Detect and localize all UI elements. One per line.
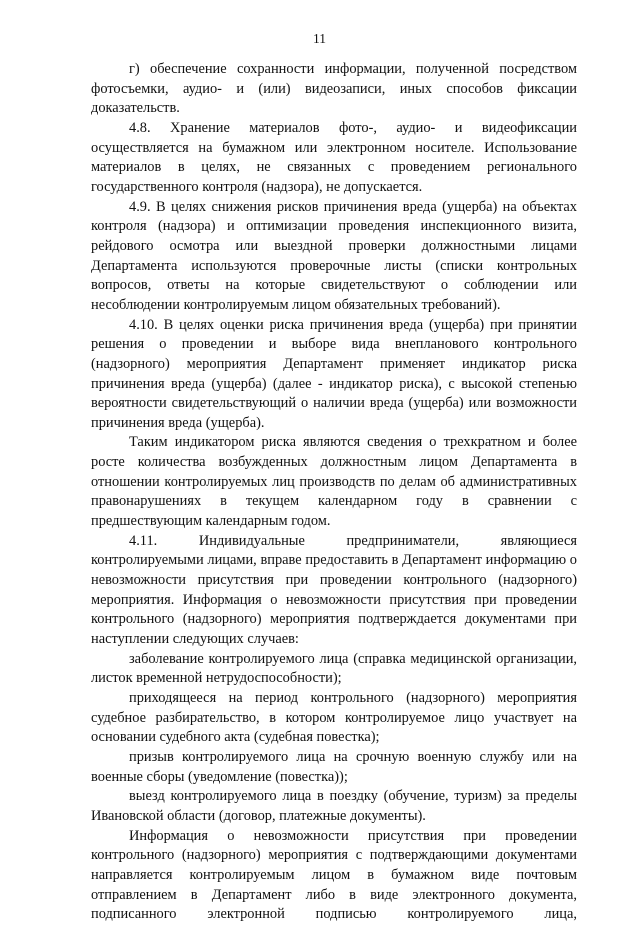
page-number: 11 [313, 31, 326, 46]
paragraph-4-8: 4.8. Хранение материалов фото-, аудио- и видеофиксации осуществляется на бумажном или электронном носителе. Использование материалов в целях, не связанных с проведением регионального государственного контроля (надзора), не допускается. [91, 119, 577, 195]
paragraph-g: г) обеспечение сохранности информации, полученной посредством фотосъемки, аудио- и (или) видеозаписи, иных способов фиксации доказательств. [91, 61, 577, 117]
case-court: приходящееся на период контрольного (надзорного) мероприятия судебное разбирательство, в котором контролируемое лицо участвует на основании судебного акта (судебная повестка); [91, 690, 577, 746]
paragraph-submission: Информация о невозможности присутствия при проведении контрольного (надзорного) мероприятия с подтверждающими документами направляется контролируемым лицом в бумажном виде почтовым отправлением в Департамент либо в виде электронного документа, подписанного электронной подписью контролируемого лица, [91, 827, 577, 923]
case-military: призыв контролируемого лица на срочную военную службу или на военные сборы (уведомление (повестка)); [91, 748, 577, 785]
case-travel: выезд контролируемого лица в поездку (обучение, туризм) за пределы Ивановской области (договор, платежные документы). [91, 788, 577, 824]
paragraph-4-11: 4.11. Индивидуальные предприниматели, являющиеся контролируемыми лицами, вправе предоставить в Департамент информацию о невозможности присутствия при проведении контрольного (надзорного) мероприятия. Информация о невозможности присутствия при проведении контрольного (надзорного) мероприятия подтверждается документами при наступлении следующих случаев: [91, 532, 577, 648]
paragraph-4-9: 4.9. В целях снижения рисков причинения вреда (ущерба) на объектах контроля (надзора) и оптимизации проведения инспекционного визита, рейдового осмотра или выездной проверки должностными лицами Департамента используются проверочные листы (списки контрольных вопросов, ответы на которые свидетельствуют о соблюдении или несоблюдении контролируемым лицом обязательных требований). [91, 198, 577, 313]
case-illness: заболевание контролируемого лица (справка медицинской организации, листок временной нетрудоспособности); [91, 650, 577, 687]
paragraph-risk-indicator: Таким индикатором риска являются сведения о трехкратном и более росте количества возбужденных должностным лицом Департамента в отношении контролируемых лиц производств по делам об административных правонарушениях в текущем календарном году в сравнении с предшествующим календарным годом. [91, 434, 577, 530]
document-body [91, 60, 577, 925]
paragraph-4-10: 4.10. В целях оценки риска причинения вреда (ущерба) при принятии решения о проведении и выборе вида внепланового контрольного (надзорного) мероприятия Департамент применяет индикатор риска причинения вреда (ущерба) (далее - индикатор риска), с высокой степенью вероятности свидетельствующий о наличии вреда (ущерба) или возможности причинения вреда (ущерба). [91, 316, 577, 431]
